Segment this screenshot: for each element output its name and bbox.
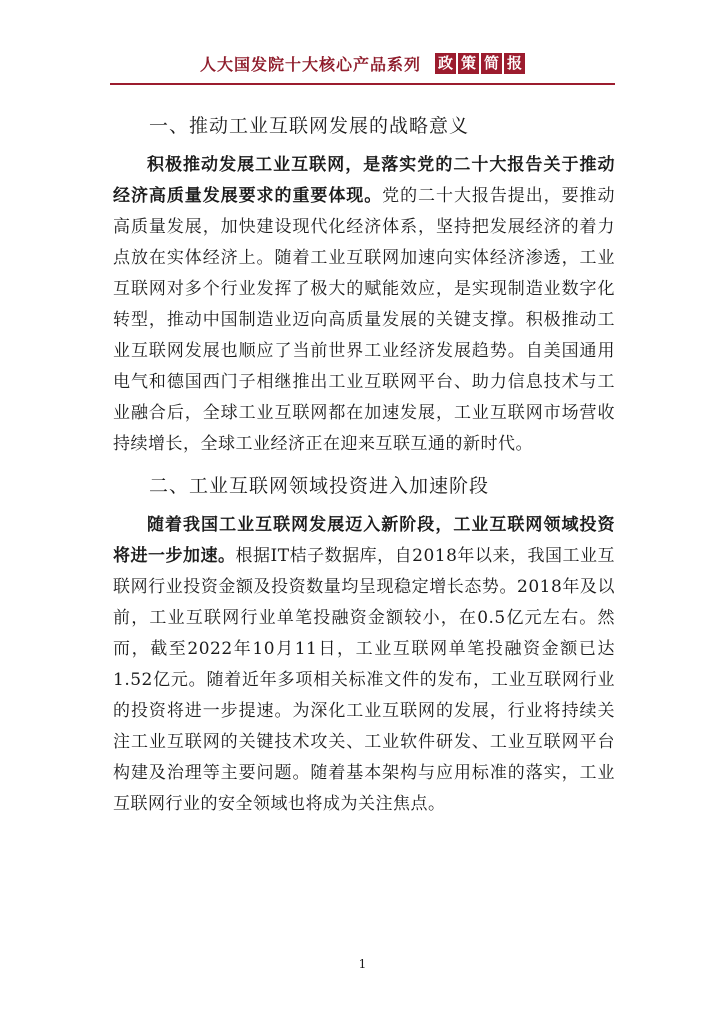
series-title: 人大国发院十大核心产品系列: [199, 54, 421, 74]
section-2-paragraph: [113, 510, 615, 820]
body-text: 党的二十大报告提出，要推动高质量发展，加快建设现代化经济体系，坚持把发展经济的着力点放在实体经济上。随着工业互联网加速向实体经济渗透，工业互联网对多个行业发挥了极大的赋能效应，是实现制造业数字化转型，推动中国制造业迈向高质量发展的关键支撑。积极推动工业互联网发展也顺应了当前世界工业经济发展趋势。自美国通用电气和德国西门子相继推出工业互联网平台、助力信息技术与工业融合后，全球工业互联网都在加速发展，工业互联网市场营收持续增长，全球工业经济正在迎来互联互通的新时代。: [113, 186, 616, 454]
lead-sentence: 积极推动发展工业互联网，是落实党的二十大报告关于推动经济高质量发展要求的重要体现。: [113, 155, 615, 206]
section-1-paragraph: [113, 150, 615, 460]
section-heading-2: 二、工业互联网领域投资进入加速阶段: [149, 475, 490, 497]
page-number: 1: [358, 957, 367, 971]
body-text: 根据IT桔子数据库，自2018年以来，我国工业互联网行业投资金额及投资数量均呈现稳定增长态势。2018年及以前，工业互联网行业单笔投融资金额较小，在0.5亿元左右。然而，截至2022年10月11日，工业互联网单笔投融资金额已达1.52亿元。随着近年多项相关标准文件的发布，工业互联网行业的投资将进一步提速。为深化工业互联网的发展，行业将持续关注工业互联网的关键技术攻关、工业软件研发、工业互联网平台构建及治理等主要问题。随着基本架构与应用标准的落实，工业互联网行业的安全领域也将成为关注焦点。: [113, 546, 615, 814]
lead-sentence: 随着我国工业互联网发展迈入新阶段，工业互联网领域投资将进一步加速。: [113, 515, 615, 566]
report-header: [110, 44, 615, 82]
badge-char: 政: [435, 53, 456, 74]
document-body: [113, 100, 615, 826]
badge-char: 简: [481, 53, 502, 74]
badge-char: 策: [458, 53, 479, 74]
header-divider: [110, 83, 615, 85]
badge-char: 报: [504, 53, 525, 74]
section-heading-1: 一、推动工业互联网发展的战略意义: [149, 115, 470, 137]
policy-brief-badge: [435, 53, 525, 74]
